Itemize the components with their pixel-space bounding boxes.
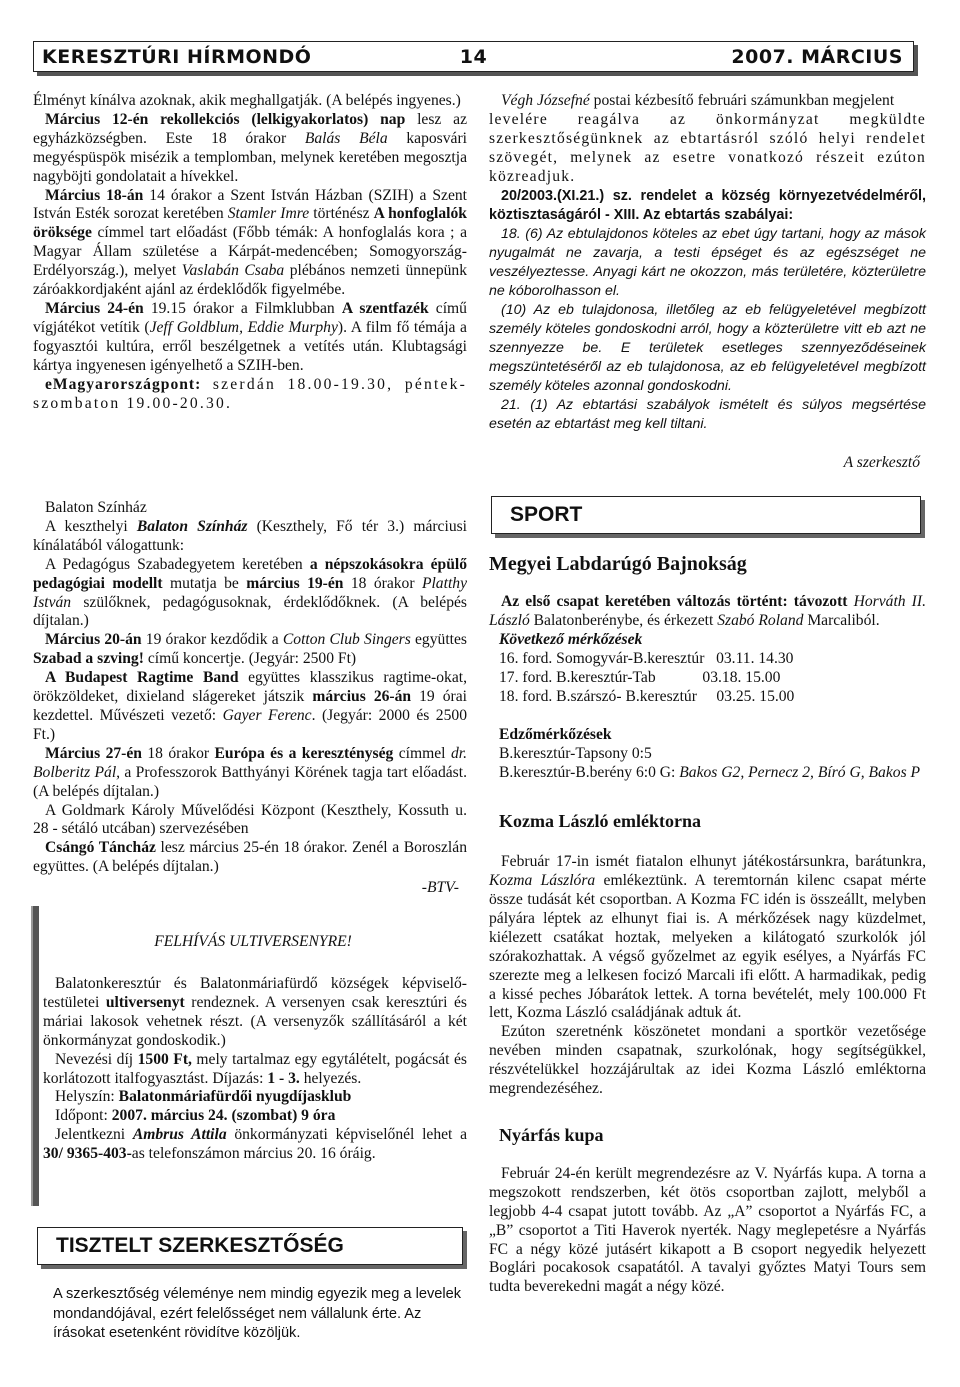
ulti-announcement-box	[33, 906, 467, 1206]
tisztelt-title: TISZTELT SZERKESZTŐSÉG	[56, 1234, 344, 1257]
ebtartas-intro-b: postai kézbesítő februári számunkban megjelent	[589, 92, 895, 109]
kozma-c: emlékeztünk. A teremtornán kilenc csapat mérte össze tudását két csoportban. A Kozma FC idén is összeállt, melyben pályára léptek az elhunyt fiai is. A mérkőzések nagy küzdelmet, kiélezett csatákat hoztak, melyeken a kilátogató szurkolók jól szórakozhattak. A végső győzelmet az egyik esélyes, a Nyárfás FC szerezte meg a lelkesen focizó Marcali ifi előtt. A harmadikak, pedig a kissé peches Jóbarátok lettek. A torna bevételét, mely 100.000 Ft lett, Kozma László családjának adtuk át.	[489, 872, 927, 1022]
left-column-events	[33, 92, 467, 413]
priest-name: Vaslabán Csaba	[181, 262, 285, 280]
europa-b: 18 órakor	[141, 744, 215, 762]
regulation-18-6: 18. (6) Az ebtulajdonos köteles az ebet úgy tartani, hogy az mások nyugalmát ne zavarja, a testi épséget és az egészséget ne veszélyeztesse. Anyagi kárt ne okozzon, más területére, közterületre ne kóborolhasson el.	[489, 225, 926, 299]
film-actors: Jeff Goldblum, Eddie Murphy	[149, 318, 338, 336]
ulti-b3: mely tartalmaz egy egytálételt, pogácsát és korlátozott italfogyasztást. Díjazás:	[43, 1050, 468, 1087]
page-header	[33, 41, 914, 72]
friendly-match-row: B.keresztúr-Tapsony 0:5	[499, 745, 652, 763]
filmklub-date: Március 24-én	[45, 299, 144, 317]
tanchaz-name: Csángó Táncház	[45, 839, 156, 857]
sport-title: SPORT	[510, 503, 583, 526]
emagyarorszag-name: eMagyarországpont:	[45, 375, 202, 393]
balaton-theatre-name: Balaton Színház	[136, 517, 248, 535]
ragtime-f: . (Jegyár: 2000 és 2500 Ft.)	[33, 706, 467, 743]
arrived-player: Szabó Roland	[717, 611, 804, 629]
balaton-event-pedagogy	[33, 556, 467, 632]
editor-signature: A szerkesztő	[843, 453, 920, 471]
ulti-a3: rendeznek. A versenyen csak keresztúri és máriai lakosok vehetnek részt. (A versenyzők szállításáról a két önkormányzat gondoskodik.)	[43, 993, 467, 1049]
friendly-match-row	[489, 764, 926, 783]
ulti-body	[39, 975, 467, 1164]
ulti-b1: Nevezési díj	[55, 1050, 138, 1068]
ragtime-b: együttes klasszikus ragtime-okat, örökzöldeket, dixieland slágereket játszik	[33, 669, 467, 706]
megyei-a: Az első csapat keretében változás történt: távozott	[501, 593, 854, 610]
ulti-e1: Jelentkezni	[55, 1126, 133, 1144]
ulti-location	[43, 1088, 467, 1107]
rekollekcio-tail: kaposvári megyéspüspök misézik a templomban, melynek keretében megosztja nagyböjti gondolatait a hívekkel.	[33, 129, 467, 185]
bishop-name: Balás Béla	[304, 129, 388, 147]
ragtime-band: A Budapest Ragtime Band	[45, 669, 239, 687]
right-column-sport	[489, 551, 926, 1297]
cotton-f: című koncertje. (Jegyár: 2500 Ft)	[143, 650, 357, 668]
filmklub-text-a: 19.15 órakor a Filmklubban	[143, 299, 342, 317]
departed-player: Horváth II. László	[489, 593, 926, 629]
balaton-intro-a: A keszthelyi	[45, 517, 137, 535]
balaton-event-cotton	[33, 631, 467, 669]
issue-date: 2007. MÁRCIUS	[731, 45, 903, 68]
nyarfas-p1: Február 24-én került megrendezésre az V. Nyárfás kupa. A torna a megszokott rendszerben, két ötös csoportban zajlott, melyből a legjobb 4-4 csapat jutott tovább. Az „A” csoportot a Nyárfás FC, a „B” csoportot a Titi Haverok nyerték. Nagy meglepetésre a Nyárfás FC a négy közé jutásért kikapott a B csoport negyedik helyezett Boglári pocakosok csapatától. A tavalyi győztes Matyi Tours sem tudta beverekedni magát a négy közé.	[489, 1164, 926, 1296]
intro-text: Élményt kínálva azoknak, akik meghallgatják. (A belépés ingyenes.)	[33, 92, 461, 109]
tisztelt-banner	[37, 1227, 463, 1265]
cotton-b: 19 órakor kezdődik a	[141, 631, 283, 649]
emagyarorszag-hours: szerdán 18.00-19.30, péntek-szombaton 19.00-20.30.	[33, 375, 467, 412]
ulti-title: FELHÍVÁS ULTIVERSENYRE!	[154, 933, 352, 950]
sport-banner	[491, 496, 921, 534]
kozma-p1	[489, 853, 926, 1023]
megyei-e: Marcaliból.	[803, 611, 880, 629]
rekollekcio-date: Március 12-én rekollekciós (lelkigyakorlatos) nap	[45, 110, 406, 128]
ragtime-date: március 26-án	[312, 688, 412, 706]
historian-name: Stamler Imre	[227, 205, 310, 223]
ulti-a1: Balatonkeresztúr és Balatonmáriafürdő községek képviselő-testületei	[43, 975, 467, 1011]
szih-text-c: címmel tart előadást (Főbb témák: A honfoglalás kora ; a Magyar Állam születése a Kárpát-medencében; Somogyország-Erdélyország.), melyet	[33, 224, 467, 280]
cotton-title: Szabad a szving!	[33, 650, 144, 668]
newspaper-title: KERESZTÚRI HÍRMONDÓ	[42, 45, 312, 68]
ulti-fee: 1500 Ft,	[137, 1050, 192, 1068]
szih-text-a: 14 órakor a Szent István Házban (SZIH) a Szent István Esték sorozat keretében	[33, 186, 467, 223]
ebtartas-intro-c: levelére reagálva az önkormányzat megküldte szerkesztőségünknek az ebtartásról szóló helyi rendelet szövegét, melynek az esetre vonatkozó részeit ezúton közreadjuk.	[489, 110, 926, 185]
megyei-c: Balatonberénybe, és érkezett	[529, 611, 718, 629]
balaton-goldmark: A Goldmark Károly Művelődési Központ (Keszthely, Kossuth u. 28 - sétáló utcában) szervezésében	[33, 801, 467, 838]
paragraph-filmklub	[33, 300, 467, 376]
kozma-title: Kozma László emléktorna	[499, 811, 701, 832]
ulti-a2: ultiversenyt	[105, 993, 185, 1011]
right-column-ebtartas	[489, 92, 926, 472]
balaton-intro	[33, 518, 467, 556]
ulti-b5: helyezés.	[299, 1069, 362, 1087]
balaton-intro-c: (Keszthely, Fő tér 3.) márciusi kínálatából válogattunk:	[33, 517, 468, 554]
ulti-location-label: Helyszín:	[55, 1088, 119, 1106]
lecture-title: A honfoglalók öröksége	[33, 205, 467, 242]
cotton-date: Március 20-án	[45, 631, 142, 649]
paragraph-szih	[33, 187, 467, 300]
ulti-time-value: 2007. március 24. (szombat) 9 óra	[111, 1107, 336, 1125]
balaton-heading: Balaton Színház	[45, 499, 147, 516]
pedagogy-c: mutatja be	[162, 574, 247, 592]
ulti-e3: önkormányzati képviselőnél lehet a	[226, 1126, 468, 1144]
balaton-tanchaz	[33, 839, 467, 877]
megyei-title: Megyei Labdarúgó Bajnokság	[489, 553, 747, 575]
cotton-d: együttes	[410, 631, 467, 649]
friendly-matches-title: Edzőmérkőzések	[499, 726, 612, 744]
tisztelt-text: A szerkesztőség véleménye nem mindig egyezik meg a levelek mondandójával, ezért felelősséget nem vállalunk érte. Az írásokat esetenként rövidítve közöljük.	[53, 1286, 462, 1341]
ulti-location-value: Balatonmáriafürdői nyugdíjasklub	[118, 1088, 352, 1106]
friendly-score: B.keresztúr-B.berény 6:0 G:	[499, 764, 680, 782]
pedagogy-speaker: Platthy István	[33, 574, 467, 611]
match-row: 17. ford. B.keresztúr-Tab 03.18. 15.00	[499, 668, 781, 686]
pedagogy-e: 18 órakor	[343, 574, 422, 592]
megyei-text	[489, 593, 926, 631]
film-title: A szentfazék	[341, 299, 429, 317]
goal-scorers: Bakos G2, Pernecz 2, Bíró G, Bakos P	[679, 764, 921, 782]
match-row: 18. ford. B.szárszó- B.keresztúr 03.25. 15.00	[499, 687, 795, 705]
paragraph-rekollekcio	[33, 111, 467, 187]
pedagogy-date: március 19-én	[246, 574, 344, 592]
ulti-p1	[43, 975, 467, 1051]
next-matches-title: Következő mérkőzések	[499, 630, 643, 648]
ulti-phone: 30/ 9365-403-	[43, 1145, 132, 1163]
ebtartas-intro	[489, 92, 926, 111]
kozma-a: Február 17-in ismét fiatalon elhunyt játékostársunkra, barátunkra,	[501, 853, 926, 871]
szih-text-b: történész	[309, 205, 374, 223]
paragraph-emagyarorszag	[33, 376, 467, 414]
ulti-prizes: 1 - 3.	[267, 1069, 300, 1087]
rekollekcio-text: lesz az egyházközségben. Este 18 órakor	[33, 110, 467, 147]
regulation-10: (10) Az eb tulajdonosa, illetőleg az eb felügyeletével megbízott személy köteles gondoskodni arról, hogy a közterületre vitt eb azt ne szennyezze be. E területek esetleges szennyeződéseinek megszüntetéséről az eb tulajdonosa, az eb felügyeletével megbízott személy köteles azonnal gondoskodni.	[489, 301, 926, 394]
regulation-title: 20/2003.(XI.21.) sz. rendelet a község környezetvédelméről, köztisztaságáról - XIII. Az ebtartás szabályai:	[489, 187, 926, 223]
ulti-time-label: Időpont:	[55, 1107, 112, 1125]
europa-f: a Professzorok Batthyányi Körének tagja tart előadást. (A belépés díjtalan.)	[33, 763, 467, 800]
filmklub-text-b: című vígjátékot vetítik (	[33, 299, 467, 336]
balaton-event-europa	[33, 745, 467, 802]
ulti-contact	[43, 1126, 467, 1164]
kozma-name: Kozma Lászlóra	[489, 872, 596, 890]
ulti-contact-name: Ambrus Attila	[132, 1126, 227, 1144]
kozma-p2: Ezúton szeretnénk köszönetet mondani a sportkör vezetősége nevében minden csapatnak, szurkolónak, hogy segítségükkel, részvételükkel hozzájárultak az idei Kozma László emléktorna megrendezéséhez.	[489, 1023, 926, 1098]
europa-speaker: dr. Bolberitz Pál,	[33, 744, 467, 781]
article-signature: -BTV-	[421, 879, 459, 897]
ulti-p2	[43, 1051, 467, 1089]
pedagogy-a: A Pedagógus Szabadegyetem keretében	[45, 555, 310, 573]
ulti-time	[43, 1107, 467, 1126]
filmklub-text-c: ). A film fő témája a fogyasztói kultúra, erről beszélgetnek a vetítés után. Klubtagsági kártya ingyenesen igényelhető a SZIH-ben.	[33, 318, 467, 374]
ulti-e5: as telefonszámon március 20. 16 óráig.	[131, 1145, 376, 1163]
regulation-21-1: 21. (1) Az ebtartási szabályok ismételt és súlyos megsértése esetén az ebtartást meg kell tiltani.	[489, 396, 926, 432]
nyarfas-title: Nyárfás kupa	[499, 1124, 604, 1145]
europa-d: címmel	[393, 744, 451, 762]
europa-title: Európa és a kereszténység	[214, 744, 394, 762]
szih-date: Március 18-án	[45, 186, 144, 204]
page-number: 14	[459, 45, 488, 68]
szih-text-d: plébános nemzeti ünnepünk záróakkordjaként ajánl az érdeklődők figyelmébe.	[33, 262, 468, 299]
left-column-balaton	[33, 499, 467, 898]
match-row: 16. ford. Somogyvár-B.keresztúr 03.11. 14.30	[499, 649, 794, 667]
pedagogy-g: szülőknek, pedagógusoknak, érdeklődőknek. (A belépés díjtalan.)	[33, 593, 467, 630]
postman-name: Végh Józsefné	[501, 92, 590, 109]
ragtime-d: 19 órai kezdettel. Művészeti vezető:	[33, 688, 467, 724]
balaton-event-ragtime	[33, 669, 467, 745]
cotton-band: Cotton Club Singers	[282, 631, 411, 649]
pedagogy-title: a népszokásokra épülő pedagógiai modellt	[33, 555, 467, 592]
tanchaz-b: lesz március 25-én 18 órakor. Zenél a Boroszlán együttes. (A belépés díjtalan.)	[33, 839, 467, 876]
ragtime-leader: Gayer Ferenc	[222, 706, 312, 724]
europa-date: Március 27-én	[45, 744, 142, 762]
